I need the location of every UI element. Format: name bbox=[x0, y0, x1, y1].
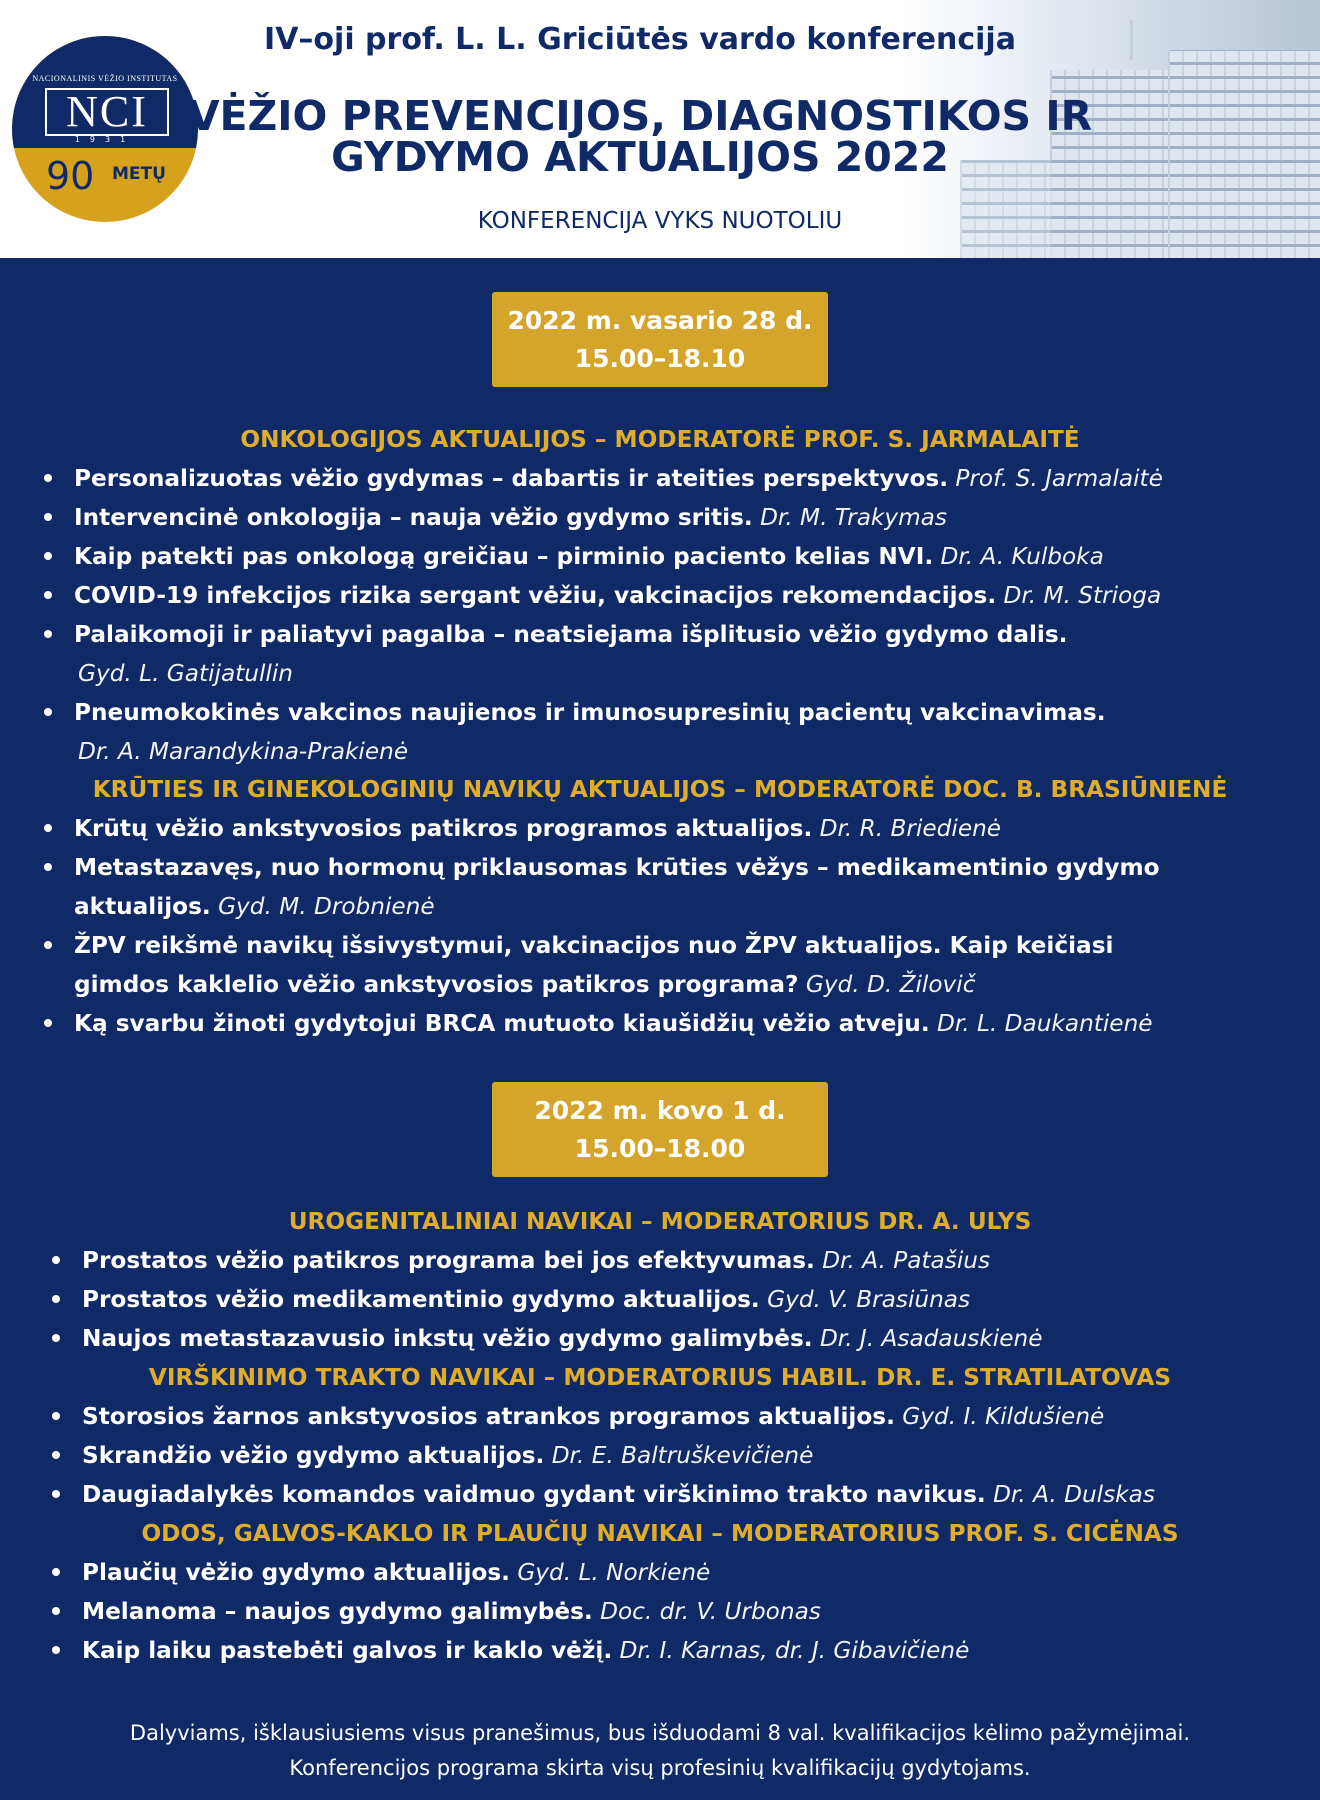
section-heading: KRŪTIES IR GINEKOLOGINIŲ NAVIKŲ AKTUALIJOS – MODERATORĖ DOC. B. BRASIŪNIENĖ bbox=[92, 776, 1228, 803]
day1-date: 2022 m. vasario 28 d. bbox=[507, 306, 813, 335]
bullet-icon bbox=[44, 824, 52, 832]
talk-speaker: Gyd. L. Norkienė bbox=[517, 1559, 711, 1586]
talk-speaker: Dr. M. Trakymas bbox=[760, 504, 947, 531]
talk-item bbox=[0, 809, 1180, 848]
talk-title: ŽPV reikšmė navikų išsivystymui, vakcinacijos nuo ŽPV aktualijos. Kaip keičiasi gimdos kaklelio vėžio ankstyvosios patikros programa? bbox=[74, 932, 1114, 998]
talk-item bbox=[0, 1592, 1200, 1631]
footer-note bbox=[0, 1716, 1320, 1786]
bullet-icon bbox=[52, 1412, 60, 1420]
talk-item bbox=[0, 693, 1200, 771]
day2-date: 2022 m. kovo 1 d. bbox=[534, 1096, 786, 1125]
bullet-icon bbox=[44, 708, 52, 716]
talk-title: Intervencinė onkologija – nauja vėžio gydymo sritis. bbox=[74, 504, 753, 531]
talk-title: Naujos metastazavusio inkstų vėžio gydymo galimybės. bbox=[82, 1325, 813, 1352]
talk-speaker: Gyd. M. Drobnienė bbox=[218, 893, 435, 920]
nci-anniversary-logo bbox=[12, 36, 198, 222]
talk-item bbox=[0, 459, 1200, 498]
talk-item bbox=[0, 576, 1200, 615]
talk-speaker: Gyd. V. Brasiūnas bbox=[767, 1286, 971, 1313]
talk-item bbox=[0, 848, 1180, 926]
talk-item bbox=[0, 926, 1180, 1004]
section-heading: ODOS, GALVOS-KAKLO IR PLAUČIŲ NAVIKAI – MODERATORIUS PROF. S. CICĖNAS bbox=[141, 1520, 1179, 1547]
bullet-icon bbox=[52, 1451, 60, 1459]
talk-item bbox=[0, 1436, 1200, 1475]
talk-speaker: Dr. A. Kulboka bbox=[940, 543, 1104, 570]
talk-title: Metastazavęs, nuo hormonų priklausomas krūties vėžys – medikamentinio gydymo aktualijos. bbox=[74, 854, 1160, 920]
talk-title: Prostatos vėžio patikros programa bei jos efektyvumas. bbox=[82, 1247, 815, 1274]
bullet-icon bbox=[44, 630, 52, 638]
talk-title: Melanoma – naujos gydymo galimybės. bbox=[82, 1598, 593, 1625]
talk-speaker: Dr. A. Dulskas bbox=[993, 1481, 1155, 1508]
header-banner bbox=[0, 0, 1320, 258]
talk-item bbox=[0, 498, 1200, 537]
bullet-icon bbox=[52, 1334, 60, 1342]
day2-date-badge bbox=[492, 1082, 828, 1177]
talk-title: Storosios žarnos ankstyvosios atrankos programos aktualijos. bbox=[82, 1403, 895, 1430]
logo-institute-text: NACIONALINIS VĖŽIO INSTITUTAS bbox=[32, 74, 178, 83]
talk-speaker: Dr. M. Strioga bbox=[1003, 582, 1162, 609]
talk-speaker: Dr. R. Briedienė bbox=[819, 815, 1002, 842]
talk-speaker: Dr. I. Karnas, dr. J. Gibavičienė bbox=[619, 1637, 970, 1664]
talk-title: Skrandžio vėžio gydymo aktualijos. bbox=[82, 1442, 545, 1469]
talk-speaker: Dr. E. Baltruškevičienė bbox=[551, 1442, 814, 1469]
talk-list bbox=[0, 1241, 1320, 1358]
bullet-icon bbox=[44, 941, 52, 949]
logo-year: 1931 bbox=[74, 135, 136, 144]
talk-item bbox=[0, 1319, 1200, 1358]
talk-speaker: Gyd. D. Žilovič bbox=[805, 971, 976, 998]
talk-item bbox=[0, 1397, 1200, 1436]
talk-speaker: Dr. A. Patašius bbox=[822, 1247, 991, 1274]
talk-item bbox=[0, 537, 1200, 576]
conference-main-title bbox=[180, 92, 1100, 181]
bullet-icon bbox=[52, 1607, 60, 1615]
talk-list bbox=[0, 1553, 1320, 1670]
section-breast-gynecology bbox=[0, 770, 1320, 1043]
talk-speaker: Doc. dr. V. Urbonas bbox=[600, 1598, 821, 1625]
footer-line2: Konferencijos programa skirta visų profesinių kvalifikacijų gydytojams. bbox=[289, 1756, 1031, 1780]
talk-speaker: Gyd. L. Gatijatullin bbox=[78, 660, 293, 687]
talk-item bbox=[0, 1004, 1180, 1043]
bullet-icon bbox=[44, 513, 52, 521]
talk-list bbox=[0, 1397, 1320, 1514]
logo-anniversary-number: 90 bbox=[46, 154, 95, 198]
talk-speaker: Gyd. I. Kildušienė bbox=[902, 1403, 1105, 1430]
main-title-line1: VĖŽIO PREVENCIJOS, DIAGNOSTIKOS IR bbox=[187, 92, 1093, 140]
bullet-icon bbox=[44, 863, 52, 871]
talk-title: Pneumokokinės vakcinos naujienos ir imunosupresinių pacientų vakcinavimas. bbox=[74, 699, 1106, 726]
section-urogenital bbox=[0, 1202, 1320, 1358]
section-skin-head-neck-lung bbox=[0, 1514, 1320, 1670]
talk-list bbox=[0, 459, 1320, 771]
logo-letters: NCI bbox=[45, 88, 169, 136]
main-title-line2: GYDYMO AKTUALIJOS 2022 bbox=[331, 133, 949, 181]
talk-title: Krūtų vėžio ankstyvosios patikros programos aktualijos. bbox=[74, 815, 813, 842]
section-heading: ONKOLOGIJOS AKTUALIJOS – MODERATORĖ PROF. S. JARMALAITĖ bbox=[240, 426, 1080, 453]
talk-item bbox=[0, 1553, 1200, 1592]
talk-title: Kaip patekti pas onkologą greičiau – pirminio paciento kelias NVI. bbox=[74, 543, 934, 570]
talk-speaker: Dr. L. Daukantienė bbox=[937, 1010, 1153, 1037]
talk-title: Daugiadalykės komandos vaidmuo gydant virškinimo trakto navikus. bbox=[82, 1481, 986, 1508]
bullet-icon bbox=[52, 1256, 60, 1264]
talk-speaker: Dr. A. Marandykina-Prakienė bbox=[78, 738, 409, 765]
talk-title: Personalizuotas vėžio gydymas – dabartis ir ateities perspektyvos. bbox=[74, 465, 949, 492]
talk-item bbox=[0, 1241, 1200, 1280]
day1-time: 15.00–18.10 bbox=[574, 344, 746, 373]
section-heading: UROGENITALINIAI NAVIKAI – MODERATORIUS DR. A. ULYS bbox=[288, 1208, 1032, 1235]
bullet-icon bbox=[44, 591, 52, 599]
section-heading: VIRŠKINIMO TRAKTO NAVIKAI – MODERATORIUS HABIL. DR. E. STRATILATOVAS bbox=[148, 1364, 1172, 1391]
bullet-icon bbox=[52, 1568, 60, 1576]
bullet-icon bbox=[52, 1490, 60, 1498]
talk-item bbox=[0, 1475, 1200, 1514]
section-digestive bbox=[0, 1358, 1320, 1514]
bullet-icon bbox=[44, 552, 52, 560]
bullet-icon bbox=[52, 1646, 60, 1654]
talk-title: COVID-19 infekcijos rizika sergant vėžiu, vakcinacijos rekomendacijos. bbox=[74, 582, 997, 609]
logo-anniversary-word: METŲ bbox=[112, 164, 166, 184]
talk-item bbox=[0, 615, 1200, 693]
talk-speaker: Dr. J. Asadauskienė bbox=[819, 1325, 1043, 1352]
bullet-icon bbox=[52, 1295, 60, 1303]
remote-note: KONFERENCIJA VYKS NUOTOLIU bbox=[477, 208, 843, 234]
talk-title: Prostatos vėžio medikamentinio gydymo aktualijos. bbox=[82, 1286, 760, 1313]
talk-title: Kaip laiku pastebėti galvos ir kaklo vėžį. bbox=[82, 1637, 613, 1664]
talk-title: Palaikomoji ir paliatyvi pagalba – neatsiejama išplitusio vėžio gydymo dalis. bbox=[74, 621, 1068, 648]
day1-date-badge bbox=[492, 292, 828, 387]
talk-list bbox=[0, 809, 1320, 1043]
conference-series-title: IV–oji prof. L. L. Griciūtės vardo konferencija bbox=[264, 22, 1016, 57]
footer-line1: Dalyviams, išklausiusiems visus pranešimus, bus išduodami 8 val. kvalifikacijos kėlimo pažymėjimai. bbox=[129, 1721, 1191, 1745]
talk-item bbox=[0, 1631, 1200, 1670]
bullet-icon bbox=[44, 474, 52, 482]
talk-title: Plaučių vėžio gydymo aktualijos. bbox=[82, 1559, 510, 1586]
talk-speaker: Prof. S. Jarmalaitė bbox=[955, 465, 1163, 492]
talk-title: Ką svarbu žinoti gydytojui BRCA mutuoto kiaušidžių vėžio atveju. bbox=[74, 1010, 930, 1037]
day2-time: 15.00–18.00 bbox=[574, 1134, 746, 1163]
bullet-icon bbox=[44, 1019, 52, 1027]
section-oncology bbox=[0, 420, 1320, 771]
talk-item bbox=[0, 1280, 1200, 1319]
